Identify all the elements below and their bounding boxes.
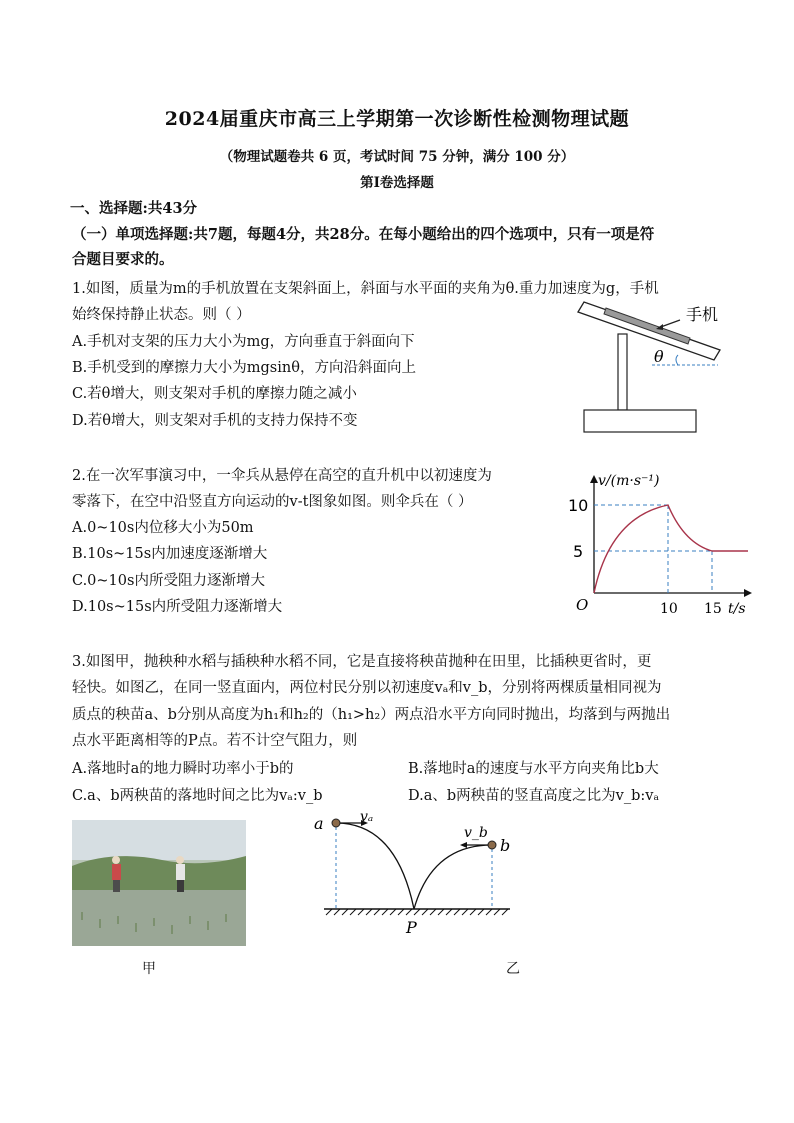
t-axis-arrow [744,589,752,597]
q1-option-a: A.手机对支架的压力大小为mg，方向垂直于斜面向下 [72,334,415,350]
rice-throwing-photo [72,820,246,946]
photo-sky [72,820,246,860]
q1-phone-stand-figure [570,298,730,438]
theta-label: θ [654,347,664,366]
x-tick-15: 15 [704,601,722,617]
villager-right-body [176,864,185,880]
photo-water [72,890,246,946]
villager-left-legs [113,880,120,892]
velocity-arrow-b-head [460,842,467,848]
q2-vt-graph [560,465,760,625]
q2-option-d: D.10s~15s内所受阻力逐渐增大 [72,599,283,615]
sub-heading-line1: （一）单项选择题:共7题，每题4分，共28分。在每小题给出的四个选项中，只有一项是符 [72,226,655,243]
q1-option-b: B.手机受到的摩擦力大小为mgsinθ，方向沿斜面向上 [72,360,416,376]
sub-heading-line2: 合题目要求的。 [72,251,174,268]
caption-yi: 乙 [506,961,520,977]
q3-option-d: D.a、b两秧苗的竖直高度之比为v_b:vₐ [408,788,660,804]
q3-option-b: B.落地时a的速度与水平方向夹角比b大 [408,761,659,777]
exam-info: （物理试题卷共 6 页，考试时间 75 分钟，满分 100 分） [219,149,575,165]
ground-hatching [326,909,508,915]
y-tick-10: 10 [568,496,589,515]
villager-left-head [112,856,120,864]
stand-post [618,334,627,410]
label-vb: v_b [464,825,488,841]
photo-scene [72,820,246,946]
villager-right-head [176,856,184,864]
q2-stem-line2: 零落下，在空中沿竖直方向运动的v-t图象如图。则伞兵在（ ） [72,494,473,510]
trajectory-a [336,823,414,909]
label-va: vₐ [360,809,374,825]
label-P: P [406,918,417,937]
phone-label: 手机 [686,305,719,324]
q2-option-b: B.10s~15s内加速度逐渐增大 [72,546,268,562]
section-heading: 一、选择题:共43分 [70,200,198,217]
caption-jia: 甲 [142,961,156,977]
seedling-b [488,841,496,849]
q1-stem-line1: 1.如图，质量为m的手机放置在支架斜面上，斜面与水平面的夹角为θ.重力加速度为g，手机 [72,281,659,297]
q1-option-d: D.若θ增大，则支架对手机的支持力保持不变 [72,413,358,429]
q1-stem-line2: 始终保持静止状态。则（ ） [72,307,251,323]
stand-base [584,410,696,432]
label-a: a [314,814,324,833]
trajectory-b [414,845,492,909]
y-tick-5: 5 [573,542,584,561]
q3-stem-line2: 轻快。如图乙，在同一竖直面内，两位村民分别以初速度vₐ和v_b，分别将两棵质量相同视为 [72,680,662,696]
page-title: 2024届重庆市高三上学期第一次诊断性检测物理试题 [164,108,630,130]
x-tick-10: 10 [660,601,678,617]
part-heading: 第Ⅰ卷选择题 [360,175,434,191]
angle-arc [676,355,678,365]
seedling-a [332,819,340,827]
projectile-diagram [300,805,520,945]
photo-hills [72,856,246,890]
q3-stem-line3: 质点的秧苗a、b分别从高度为h₁和h₂的（h₁>h₂）两点沿水平方向同时抛出，均落到与两抛出 [72,707,671,723]
vt-curve [594,505,748,593]
villager-left-body [112,864,121,880]
y-axis-label: v/(m·s⁻¹) [598,473,660,489]
q3-stem-line4: 点水平距离相等的P点。若不计空气阻力，则 [72,733,358,749]
q2-option-c: C.0~10s内所受阻力逐渐增大 [72,573,265,589]
q3-option-c: C.a、b两秧苗的落地时间之比为vₐ:v_b [72,788,323,804]
q3-stem-line1: 3.如图甲，抛秧种水稻与插秧种水稻不同，它是直接将秧苗抛种在田里，比插秧更省时，更 [72,654,652,670]
q1-option-c: C.若θ增大，则支架对手机的摩擦力随之减小 [72,386,357,402]
q3-option-a: A.落地时a的地力瞬时功率小于b的 [72,761,294,777]
origin-label: O [576,596,589,614]
q2-stem-line1: 2.在一次军事演习中，一伞兵从悬停在高空的直升机中以初速度为 [72,468,492,484]
q2-option-a: A.0~10s内位移大小为50m [72,520,254,536]
x-axis-label: t/s [728,601,746,617]
villager-right-legs [177,880,184,892]
v-axis-arrow [590,475,598,483]
label-b: b [500,836,511,855]
